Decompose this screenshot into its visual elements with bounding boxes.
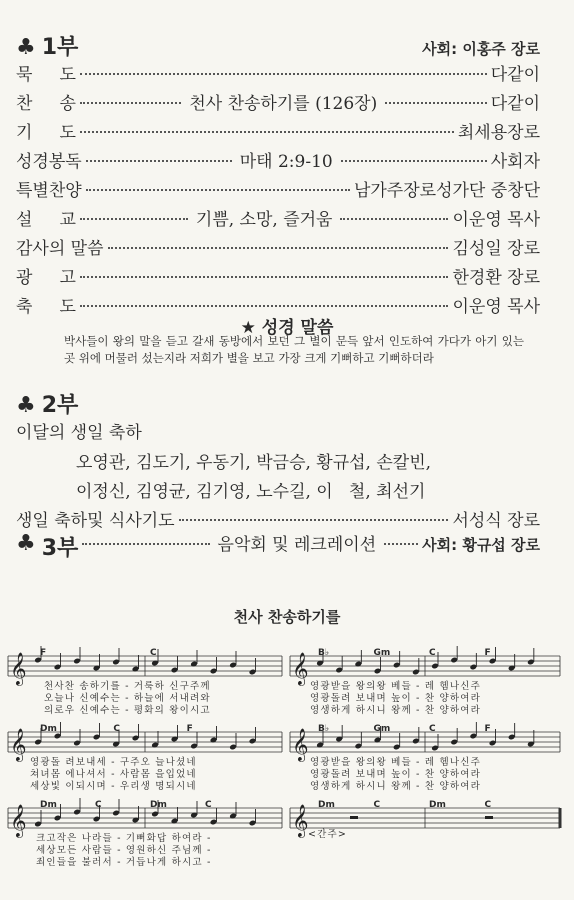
treble-clef-icon: 𝄞 xyxy=(10,804,27,837)
club-icon: ♣ xyxy=(16,531,36,556)
chord-symbol: Dm xyxy=(40,724,57,734)
program-label: 감사의 말씀 xyxy=(16,239,104,259)
lyric-line: 영생하게 하시니 왕께 - 찬 양하여라 xyxy=(310,705,482,716)
program-mid: 천사 찬송하기를 (126장) xyxy=(189,94,378,114)
lyric-line: 영광돌 려보내세 - 구주오 늘나셨네 xyxy=(30,757,197,768)
program-right: 이운영 목사 xyxy=(452,297,540,317)
chord-symbol: F xyxy=(484,648,491,658)
part3-mid: 음악회 및 레크레이션 xyxy=(217,535,377,555)
program-right: 사회자 xyxy=(490,152,540,172)
program-label: 특별찬양 xyxy=(16,181,82,201)
dot-leader xyxy=(384,543,418,545)
chord-symbol: Dm xyxy=(429,800,446,810)
program-label: 묵 도 xyxy=(16,65,76,85)
chord-symbol: B♭ xyxy=(318,724,330,734)
prayer-right: 서성식 장로 xyxy=(452,511,540,531)
rest-mark xyxy=(350,816,358,819)
song-title: 천사 찬송하기를 xyxy=(233,608,341,626)
chord-symbol: Dm xyxy=(318,800,335,810)
lyric-line: 영광돌려 보내며 높이 - 찬 양하여라 xyxy=(310,693,482,704)
lyric-line: 세상모든 사람들 - 영원하신 주님께 - xyxy=(36,845,212,856)
program-row-hymn xyxy=(16,89,540,115)
interlude-label: <간주> xyxy=(308,829,348,840)
part3-title: 3부 xyxy=(41,536,79,561)
lyric-line: 영광받을 왕의왕 베들 - 레 헴나신주 xyxy=(310,681,482,692)
dot-leader xyxy=(340,218,448,220)
chord-symbol: F xyxy=(186,724,193,734)
dot-leader xyxy=(80,73,487,75)
program-row-scripture xyxy=(16,147,540,173)
part1-header xyxy=(16,30,540,61)
lyric-line: 세상빛 이되시며 - 우리생 명되시네 xyxy=(30,781,197,792)
chord-symbol: B♭ xyxy=(318,648,330,658)
treble-clef-icon: 𝄞 xyxy=(292,652,309,685)
program-row-prayer xyxy=(16,118,540,144)
dot-leader xyxy=(179,519,449,521)
dot-leader xyxy=(80,102,181,104)
birthday-heading: 이달의 생일 축하 xyxy=(16,423,142,443)
part3-row xyxy=(16,530,540,560)
program-label: 성경봉독 xyxy=(16,152,82,172)
lyric-line: 천사찬 송하기를 - 거룩하 신구주께 xyxy=(44,681,211,692)
part1-title-wrap xyxy=(16,30,78,61)
dot-leader xyxy=(86,189,350,191)
program-row-thanks xyxy=(16,234,540,260)
chord-symbol: Gm xyxy=(373,724,391,734)
birthday-names-line2: 이정신, 김영균, 김기영, 노수길, 이 철, 최선기 xyxy=(76,482,426,502)
part1-title: 1부 xyxy=(41,35,79,60)
program-label: 기 도 xyxy=(16,123,76,143)
club-icon: ♣ xyxy=(16,35,36,60)
program-row-silent-prayer xyxy=(16,60,540,86)
treble-clef-icon: 𝄞 xyxy=(292,804,309,837)
program-label: 광 고 xyxy=(16,268,76,288)
lyric-line: 쳐녀몸 에나셔서 - 사람몸 을입었네 xyxy=(30,769,197,780)
dot-leader xyxy=(108,247,449,249)
program-row-special-music xyxy=(16,176,540,202)
dot-leader xyxy=(341,160,487,162)
chord-symbol: C xyxy=(95,800,102,810)
lyric-line: 의로우 신예수는 - 평화의 왕이시고 xyxy=(44,705,211,716)
chord-symbol: C xyxy=(484,800,492,810)
program-mid: 기쁨, 소망, 즐거움 xyxy=(195,210,333,230)
dot-leader xyxy=(80,276,449,278)
chord-symbol: C xyxy=(150,648,157,658)
treble-clef-icon: 𝄞 xyxy=(10,652,27,685)
dot-leader xyxy=(80,305,449,307)
program-right: 이운영 목사 xyxy=(452,210,540,230)
lyric-line: 영광돌려 보내며 높이 - 찬 양하여라 xyxy=(310,769,482,780)
lyric-line: 영생하게 하시니 왕께 - 찬 양하여라 xyxy=(310,781,482,792)
chord-symbol: Gm xyxy=(373,648,391,658)
chord-symbol: C xyxy=(429,724,436,734)
part2-title: 2부 xyxy=(41,393,79,418)
program-right: 한경환 장로 xyxy=(452,268,540,288)
part3-title-wrap xyxy=(16,531,78,562)
club-icon: ♣ xyxy=(16,393,36,418)
chord-symbol: C xyxy=(373,800,381,810)
dot-leader xyxy=(82,543,209,545)
chord-symbol: C xyxy=(205,800,212,810)
rest-mark xyxy=(485,816,493,819)
part1-host: 사회: 이홍주 장로 xyxy=(422,40,540,58)
lyric-line: 오늘나 신예수는 - 하늘에 서내려와 xyxy=(44,693,211,704)
program-label: 축 도 xyxy=(16,297,76,317)
lyric-line: 죄인들을 불러서 - 거듭나게 하시고 - xyxy=(36,857,212,868)
dot-leader xyxy=(80,218,188,220)
program-right: 다같이 xyxy=(490,94,540,114)
part3-host: 사회: 황규섭 장로 xyxy=(422,536,540,554)
dot-leader xyxy=(86,160,232,162)
birthday-prayer-row xyxy=(16,506,540,532)
dot-leader xyxy=(80,131,454,133)
treble-clef-icon: 𝄞 xyxy=(292,728,309,761)
part2-header xyxy=(16,388,540,419)
birthday-names-line1: 오영관, 김도기, 우동기, 박금승, 황규섭, 손칼빈, xyxy=(76,453,432,473)
chord-symbol: Dm xyxy=(150,800,167,810)
chord-symbol: Dm xyxy=(40,800,57,810)
verse-text: 박사들이 왕의 말을 듣고 갈새 동방에서 보던 그 별이 문득 앞서 인도하여 가다가 아기 있는 곳 위에 머물러 섰는지라 저희가 별을 보고 가장 크게 기뻐하고 기뻐하더라 xyxy=(64,334,524,365)
chord-symbol: F xyxy=(484,724,491,734)
prayer-label: 생일 축하및 식사기도 xyxy=(16,511,175,531)
program-right: 남가주장로성가단 중창단 xyxy=(353,181,540,201)
chord-symbol: F xyxy=(40,648,47,658)
program-right: 김성일 장로 xyxy=(452,239,540,259)
chord-symbol: C xyxy=(113,724,120,734)
part2-title-wrap xyxy=(16,388,78,419)
program-label: 설 교 xyxy=(16,210,76,230)
verse-title: ★ 성경 말씀 xyxy=(240,318,334,338)
chord-symbol: C xyxy=(429,648,436,658)
treble-clef-icon: 𝄞 xyxy=(10,728,27,761)
program-row-announcements xyxy=(16,263,540,289)
program-mid: 마태 2:9-10 xyxy=(239,152,333,172)
program-label: 찬 송 xyxy=(16,94,76,114)
program-row-sermon xyxy=(16,205,540,231)
program-right: 최세용장로 xyxy=(457,123,540,143)
lyric-line: 영광받을 왕의왕 베들 - 레 헴나신주 xyxy=(310,757,482,768)
program-right: 다같이 xyxy=(490,65,540,85)
dot-leader xyxy=(385,102,486,104)
lyric-line: 크고작은 나라들 - 기뻐화답 하여라 - xyxy=(36,833,212,844)
